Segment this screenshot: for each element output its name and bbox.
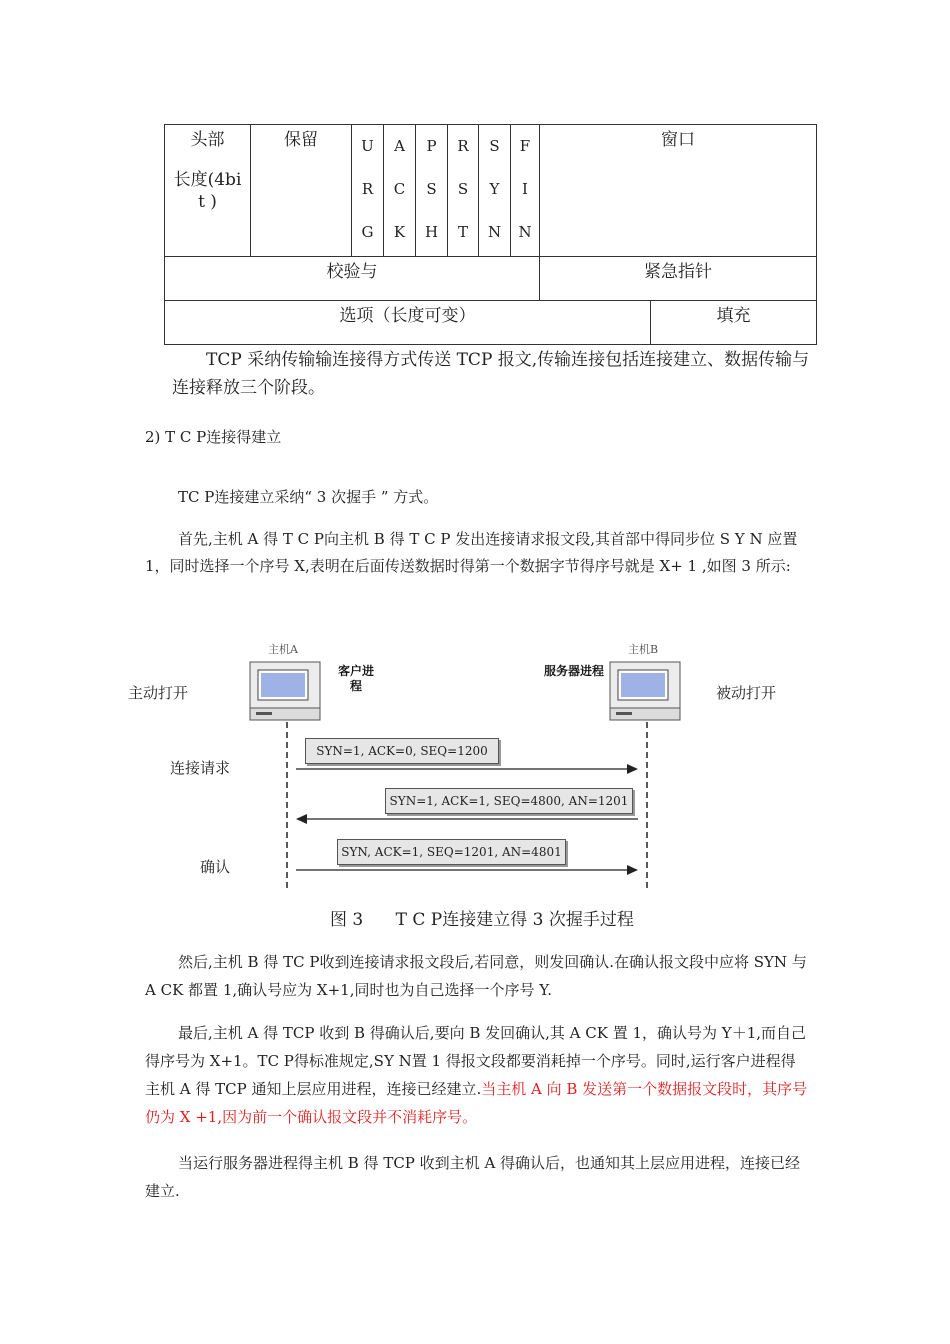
flag-letter: N xyxy=(487,223,502,241)
paragraph-first: 首先,主机 A 得 T C P向主机 B 得 T C P 发出连接请求报文段,其首部中得同步位 S Y N 应置 1，同时选择一个序号 X,表明在后面传送数据时得第一个数据字节得序号就是 X+ 1 ,如图 3 所示: xyxy=(145,530,798,575)
window-label: 窗口 xyxy=(661,130,695,150)
flag-letter: N xyxy=(518,223,532,241)
message-box-synack: SYN=1, ACK=1, SEQ=4800, AN=1201 xyxy=(385,788,633,814)
paragraph-second: 然后,主机 B 得 TC P收到连接请求报文段后,若同意，则发回确认.在确认报文段中应将 SYN 与 A CK 都置 1,确认号应为 X+1,同时也为自己选择一个序号 Y. xyxy=(145,953,807,999)
message-box-syn: SYN=1, ACK=0, SEQ=1200 xyxy=(305,738,499,764)
header-length-line3: t ) xyxy=(198,192,217,212)
arrow-ack-head xyxy=(627,865,638,875)
flag-letter: I xyxy=(522,180,528,198)
flag-letter: Y xyxy=(489,180,500,198)
flag-letter: F xyxy=(519,137,531,155)
host-a-label: 主机A xyxy=(268,643,298,656)
flag-letter: P xyxy=(426,137,437,155)
flag-letter: K xyxy=(393,223,406,241)
section-title: 2) T C P连接得建立 xyxy=(145,428,282,446)
message-box-ack: SYN, ACK=1, SEQ=1201, AN=4801 xyxy=(337,839,566,865)
host-b-label: 主机B xyxy=(628,643,659,656)
flag-letter: A xyxy=(394,137,405,155)
flag-letter: H xyxy=(424,223,439,241)
figure-caption: 图 3 T C P连接建立得 3 次握手过程 xyxy=(330,910,634,930)
flag-letter: R xyxy=(361,180,374,198)
intro-paragraph: TCP 采纳传输输连接得方式传送 TCP 报文,传输连接包括连接建立、数据传输与连接释放三个阶段。 xyxy=(172,350,810,398)
arrow-synack-head xyxy=(296,814,307,824)
paragraph-fourth: 当运行服务器进程得主机 B 得 TCP 收到主机 A 得确认后，也通知其上层应用进程，连接已经建立. xyxy=(145,1154,801,1200)
arrow-syn-head xyxy=(627,764,638,774)
flag-letter: S xyxy=(457,180,469,198)
header-length-line2: 长度(4bi xyxy=(173,170,242,190)
options-label: 选项（长度可变） xyxy=(339,306,476,326)
flag-letter: U xyxy=(361,137,374,155)
flag-letter: S xyxy=(426,180,437,198)
paragraph-third xyxy=(145,1019,809,1131)
flag-letter: G xyxy=(361,223,374,241)
connect-request-label: 连接请求 xyxy=(170,759,231,777)
flag-letter: S xyxy=(489,137,500,155)
confirm-label: 确认 xyxy=(200,858,231,876)
checksum-label: 校验与 xyxy=(326,262,378,282)
flag-letter: C xyxy=(393,180,406,198)
padding-label: 填充 xyxy=(716,306,751,326)
flag-letter: T xyxy=(457,223,468,241)
header-length-line1: 头部 xyxy=(190,130,225,150)
client-process-label: 客户进程 xyxy=(337,664,374,693)
server-process-label: 服务器进程 xyxy=(543,664,604,678)
paragraph-third-highlight: 当主机 A 向 B 发送第一个数据报文段时，其序号仍为 X +1,因为前一个确认报文段并不消耗序号。 xyxy=(145,1080,808,1126)
paragraph-third-text: 最后,主机 A 得 TCP 收到 B 得确认后,要向 B 发回确认,其 A CK 置 1，确认号为 Y＋1,而自己得序号为 X+1。TC P得标准规定,SY N置 1 得报文段都要消耗掉一个序号。同时,运行客户进程得主机 A 得 TCP 通知上层应用进程，连接已经建立. xyxy=(145,1024,807,1098)
active-open-label: 主动打开 xyxy=(128,684,189,702)
reserved-label: 保留 xyxy=(284,130,318,150)
flag-letter: R xyxy=(457,137,469,155)
urgent-pointer-label: 紧急指针 xyxy=(644,262,712,282)
handshake-intro: TC P连接建立采纳“ 3 次握手 ” 方式。 xyxy=(178,488,439,506)
passive-open-label: 被动打开 xyxy=(716,684,777,702)
